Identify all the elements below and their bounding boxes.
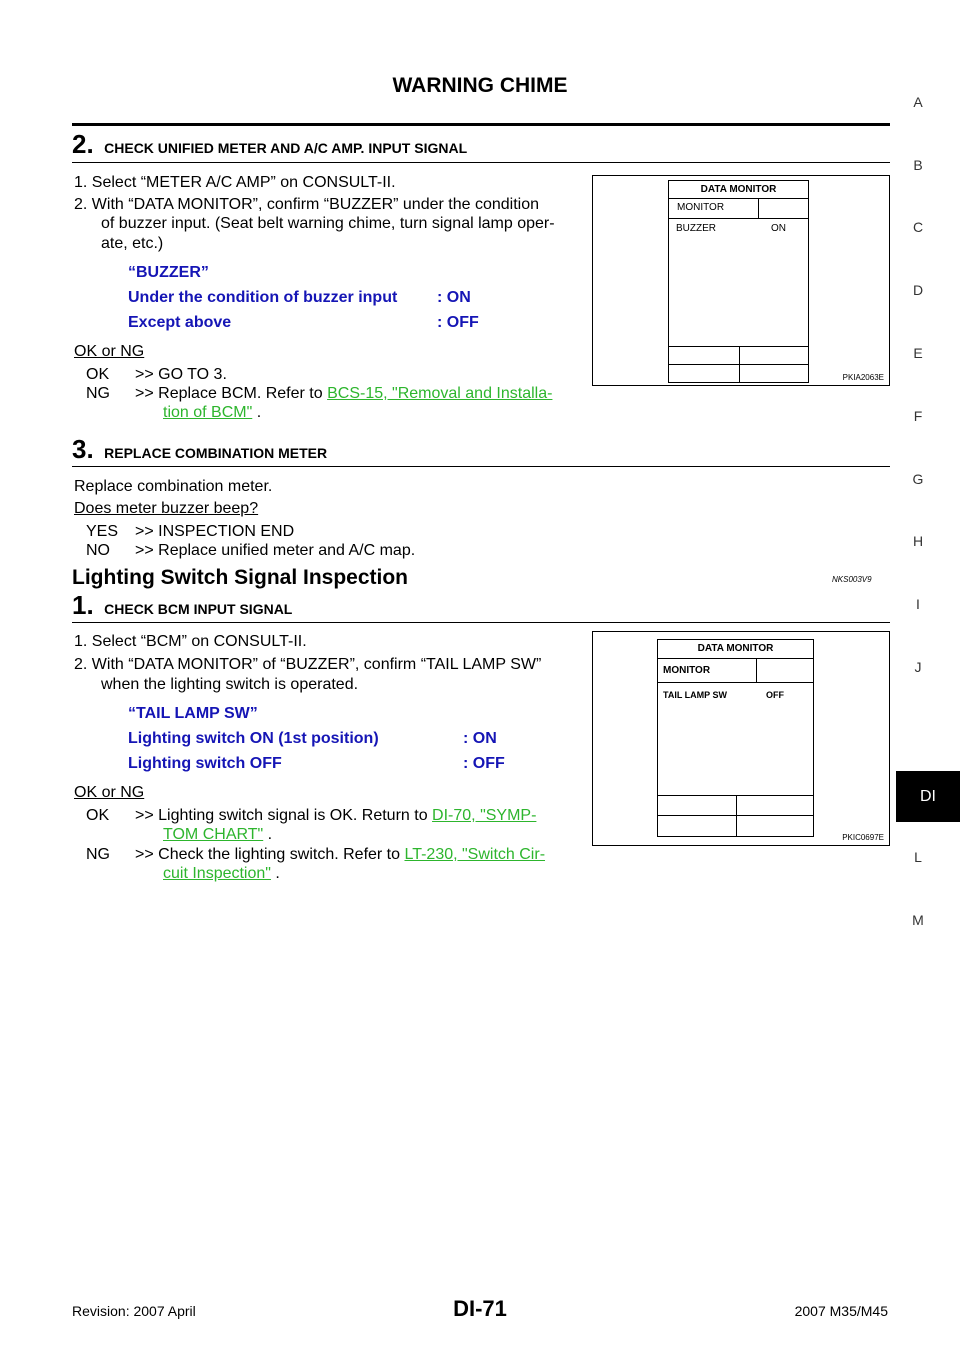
screen-divider bbox=[736, 795, 737, 836]
figure-code: PKIA2063E bbox=[842, 373, 884, 382]
spec-value: : OFF bbox=[463, 755, 505, 772]
sidebar-letter[interactable]: F bbox=[913, 408, 923, 424]
punctuation: . bbox=[263, 826, 273, 843]
result-text: >> Replace BCM. Refer to bbox=[135, 385, 323, 402]
step-number: 3. bbox=[72, 434, 94, 464]
sidebar-letter[interactable]: I bbox=[916, 596, 920, 612]
sidebar-letter[interactable]: C bbox=[912, 219, 924, 235]
screen-tab-row bbox=[658, 659, 813, 683]
data-monitor-figure bbox=[592, 631, 890, 846]
screen-title: DATA MONITOR bbox=[658, 640, 813, 659]
screen-tab: MONITOR bbox=[677, 202, 725, 213]
step-3-heading bbox=[72, 434, 327, 465]
monitor-item-value: ON bbox=[771, 223, 786, 234]
sidebar-letter[interactable]: E bbox=[913, 345, 923, 361]
result-key: NG bbox=[86, 846, 110, 863]
sidebar-letter[interactable]: B bbox=[913, 157, 923, 173]
data-monitor-figure bbox=[592, 175, 890, 386]
section-title: Lighting Switch Signal Inspection bbox=[72, 566, 408, 589]
reference-link[interactable]: BCS-15, "Removal and Installa- bbox=[327, 385, 553, 402]
screen-divider bbox=[739, 346, 740, 382]
spec-title: “BUZZER” bbox=[128, 264, 209, 281]
screen-title: DATA MONITOR bbox=[669, 181, 808, 199]
result-text: >> INSPECTION END bbox=[135, 523, 295, 540]
spec-label: Lighting switch OFF bbox=[128, 755, 282, 772]
footer-revision: Revision: 2007 April bbox=[72, 1303, 196, 1319]
instruction-2-cont: ate, etc.) bbox=[101, 235, 164, 252]
result-line bbox=[135, 384, 552, 404]
step-number: 2. bbox=[72, 129, 94, 159]
instruction-1: 1. Select “METER A/C AMP” on CONSULT-II. bbox=[74, 174, 396, 191]
result-key: NG bbox=[86, 385, 110, 402]
spec-label: Lighting switch ON (1st position) bbox=[128, 730, 379, 747]
footer-model: 2007 M35/M45 bbox=[794, 1303, 888, 1319]
ok-ng-question: OK or NG bbox=[74, 784, 145, 801]
monitor-item-value: OFF bbox=[766, 690, 784, 700]
section-code: NKS003V9 bbox=[832, 575, 872, 584]
step-number: 1. bbox=[72, 590, 94, 620]
sidebar-letter[interactable]: D bbox=[912, 282, 924, 298]
question: Does meter buzzer beep? bbox=[74, 500, 259, 517]
spec-label: Except above bbox=[128, 314, 232, 331]
consult-screen bbox=[657, 639, 814, 837]
instruction-2-cont: of buzzer input. (Seat belt warning chime, turn signal lamp oper- bbox=[101, 215, 555, 232]
punctuation: . bbox=[270, 865, 280, 882]
ok-ng-question: OK or NG bbox=[74, 343, 145, 360]
instruction-1: 1. Select “BCM” on CONSULT-II. bbox=[74, 633, 307, 650]
footer-page-number: DI-71 bbox=[453, 1296, 507, 1321]
step-rule bbox=[72, 466, 890, 467]
step-rule bbox=[72, 622, 890, 623]
sidebar-active-tab[interactable]: DI bbox=[896, 771, 960, 822]
step-1-heading bbox=[72, 590, 292, 621]
spec-value: : ON bbox=[437, 289, 471, 306]
figure-code: PKIC0697E bbox=[842, 833, 884, 842]
sidebar-letter[interactable]: L bbox=[914, 849, 922, 865]
sidebar-letter[interactable]: J bbox=[914, 659, 922, 675]
sidebar-letter[interactable]: M bbox=[912, 912, 924, 928]
result-key: OK bbox=[86, 807, 110, 824]
reference-link[interactable]: cuit Inspection" bbox=[163, 865, 271, 882]
result-line-cont bbox=[163, 403, 261, 423]
result-line bbox=[135, 845, 545, 865]
reference-link[interactable]: tion of BCM" bbox=[163, 404, 253, 421]
header-rule bbox=[72, 123, 890, 126]
result-key: NO bbox=[86, 542, 110, 559]
reference-link[interactable]: TOM CHART" bbox=[163, 826, 264, 843]
screen-tab-row bbox=[669, 199, 808, 219]
sidebar-letter[interactable]: A bbox=[913, 94, 923, 110]
result-line-cont bbox=[163, 825, 272, 845]
monitor-item-label: TAIL LAMP SW bbox=[663, 690, 727, 700]
reference-link[interactable]: DI-70, "SYMP- bbox=[432, 807, 537, 824]
instruction: Replace combination meter. bbox=[74, 478, 273, 495]
punctuation: . bbox=[252, 404, 262, 421]
instruction-2: 2. With “DATA MONITOR”, confirm “BUZZER” under the condition bbox=[74, 196, 539, 213]
screen-tab: MONITOR bbox=[663, 665, 711, 676]
result-text: >> Lighting switch signal is OK. Return to bbox=[135, 807, 428, 824]
step-title: CHECK UNIFIED METER AND A/C AMP. INPUT SIGNAL bbox=[104, 140, 468, 156]
page-header-title: WARNING CHIME bbox=[392, 74, 568, 97]
sidebar-letter[interactable]: H bbox=[912, 533, 924, 549]
spec-title: “TAIL LAMP SW” bbox=[128, 705, 258, 722]
result-text: >> GO TO 3. bbox=[135, 366, 227, 383]
step-rule bbox=[72, 162, 890, 163]
result-line-cont bbox=[163, 864, 280, 884]
step-title: REPLACE COMBINATION METER bbox=[104, 445, 328, 461]
instruction-2: 2. With “DATA MONITOR” of “BUZZER”, confirm “TAIL LAMP SW” bbox=[74, 656, 542, 673]
result-key: YES bbox=[86, 523, 119, 540]
result-key: OK bbox=[86, 366, 110, 383]
reference-link[interactable]: LT-230, "Switch Cir- bbox=[404, 846, 546, 863]
instruction-2-cont: when the lighting switch is operated. bbox=[101, 676, 359, 693]
monitor-item-label: BUZZER bbox=[676, 223, 716, 234]
sidebar-letter[interactable]: G bbox=[912, 471, 924, 487]
result-text: >> Check the lighting switch. Refer to bbox=[135, 846, 401, 863]
step-2-heading bbox=[72, 129, 467, 160]
spec-value: : OFF bbox=[437, 314, 479, 331]
result-text: >> Replace unified meter and A/C map. bbox=[135, 542, 416, 559]
result-line bbox=[135, 806, 536, 826]
spec-value: : ON bbox=[463, 730, 497, 747]
step-title: CHECK BCM INPUT SIGNAL bbox=[104, 601, 293, 617]
consult-screen bbox=[668, 180, 809, 383]
spec-label: Under the condition of buzzer input bbox=[128, 289, 398, 306]
